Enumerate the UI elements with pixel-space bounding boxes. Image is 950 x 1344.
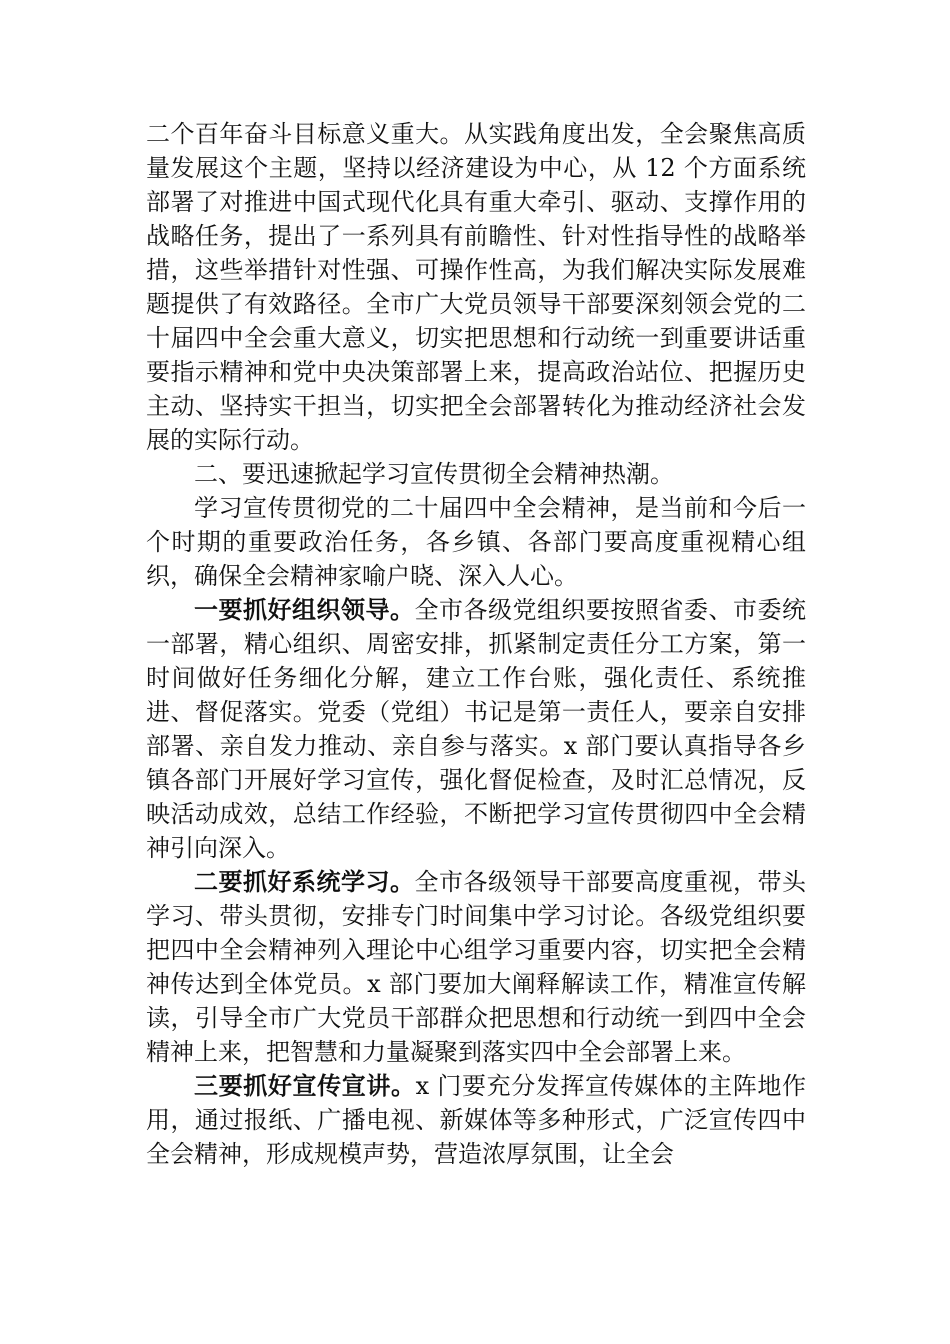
paragraph-continued: 二个百年奋斗目标意义重大。从实践角度出发，全会聚焦高质量发展这个主题，坚持以经济建设为中心，从 12 个方面系统部署了对推进中国式现代化具有重大牵引、驱动、支撑作用的战略任务，提出了一系列具有前瞻性、针对性指导性的战略举措，这些举措针对性强、可操作性高，为我们解决实际发展难题提供了有效路径。全市广大党员领导干部要深刻领会党的二十届四中全会重大意义，切实把思想和行动统一到重要讲话重要指示精神和党中央决策部署上来，提高政治站位、把握历史主动、坚持实干担当，切实把全会部署转化为推动经济社会发展的实际行动。	[146, 120, 806, 454]
paragraph-publicity	[146, 1069, 806, 1171]
paragraph-study	[146, 865, 806, 1069]
document-body	[146, 117, 806, 1171]
paragraph-organization	[146, 593, 806, 865]
lead-study: 二要抓好系统学习。	[194, 867, 415, 896]
lead-publicity: 三要抓好宣传宣讲。	[194, 1071, 416, 1100]
body-organization: 全市各级党组织要按照省委、市委统一部署，精心组织、周密安排，抓紧制定责任分工方案，第一时间做好任务细化分解，建立工作台账，强化责任、系统推进、督促落实。党委（党组）书记是第一责任人，要亲自安排部署、亲自发力推动、亲自参与落实。x 部门要认真指导各乡镇各部门开展好学习宣传，强化督促检查，及时汇总情况，反映活动成效，总结工作经验，不断把学习宣传贯彻四中全会精神引向深入。	[146, 596, 806, 862]
paragraph-intro: 学习宣传贯彻党的二十届四中全会精神，是当前和今后一个时期的重要政治任务，各乡镇、各部门要高度重视精心组织，确保全会精神家喻户晓、深入人心。	[146, 494, 806, 590]
body-study: 全市各级领导干部要高度重视，带头学习、带头贯彻，安排专门时间集中学习讨论。各级党组织要把四中全会精神列入理论中心组学习重要内容，切实把全会精神传达到全体党员。x 部门要加大阐释解读工作，精准宣传解读，引导全市广大党员干部群众把思想和行动统一到四中全会精神上来，把智慧和力量凝聚到落实四中全会部署上来。	[146, 868, 806, 1066]
lead-organization: 一要抓好组织领导。	[194, 595, 415, 624]
section-heading-2: 二、要迅速掀起学习宣传贯彻全会精神热潮。	[194, 460, 674, 488]
body-publicity: x 门要充分发挥宣传媒体的主阵地作用，通过报纸、广播电视、新媒体等多种形式，广泛宣传四中全会精神，形成规模声势，营造浓厚氛围，让全会	[146, 1072, 806, 1168]
